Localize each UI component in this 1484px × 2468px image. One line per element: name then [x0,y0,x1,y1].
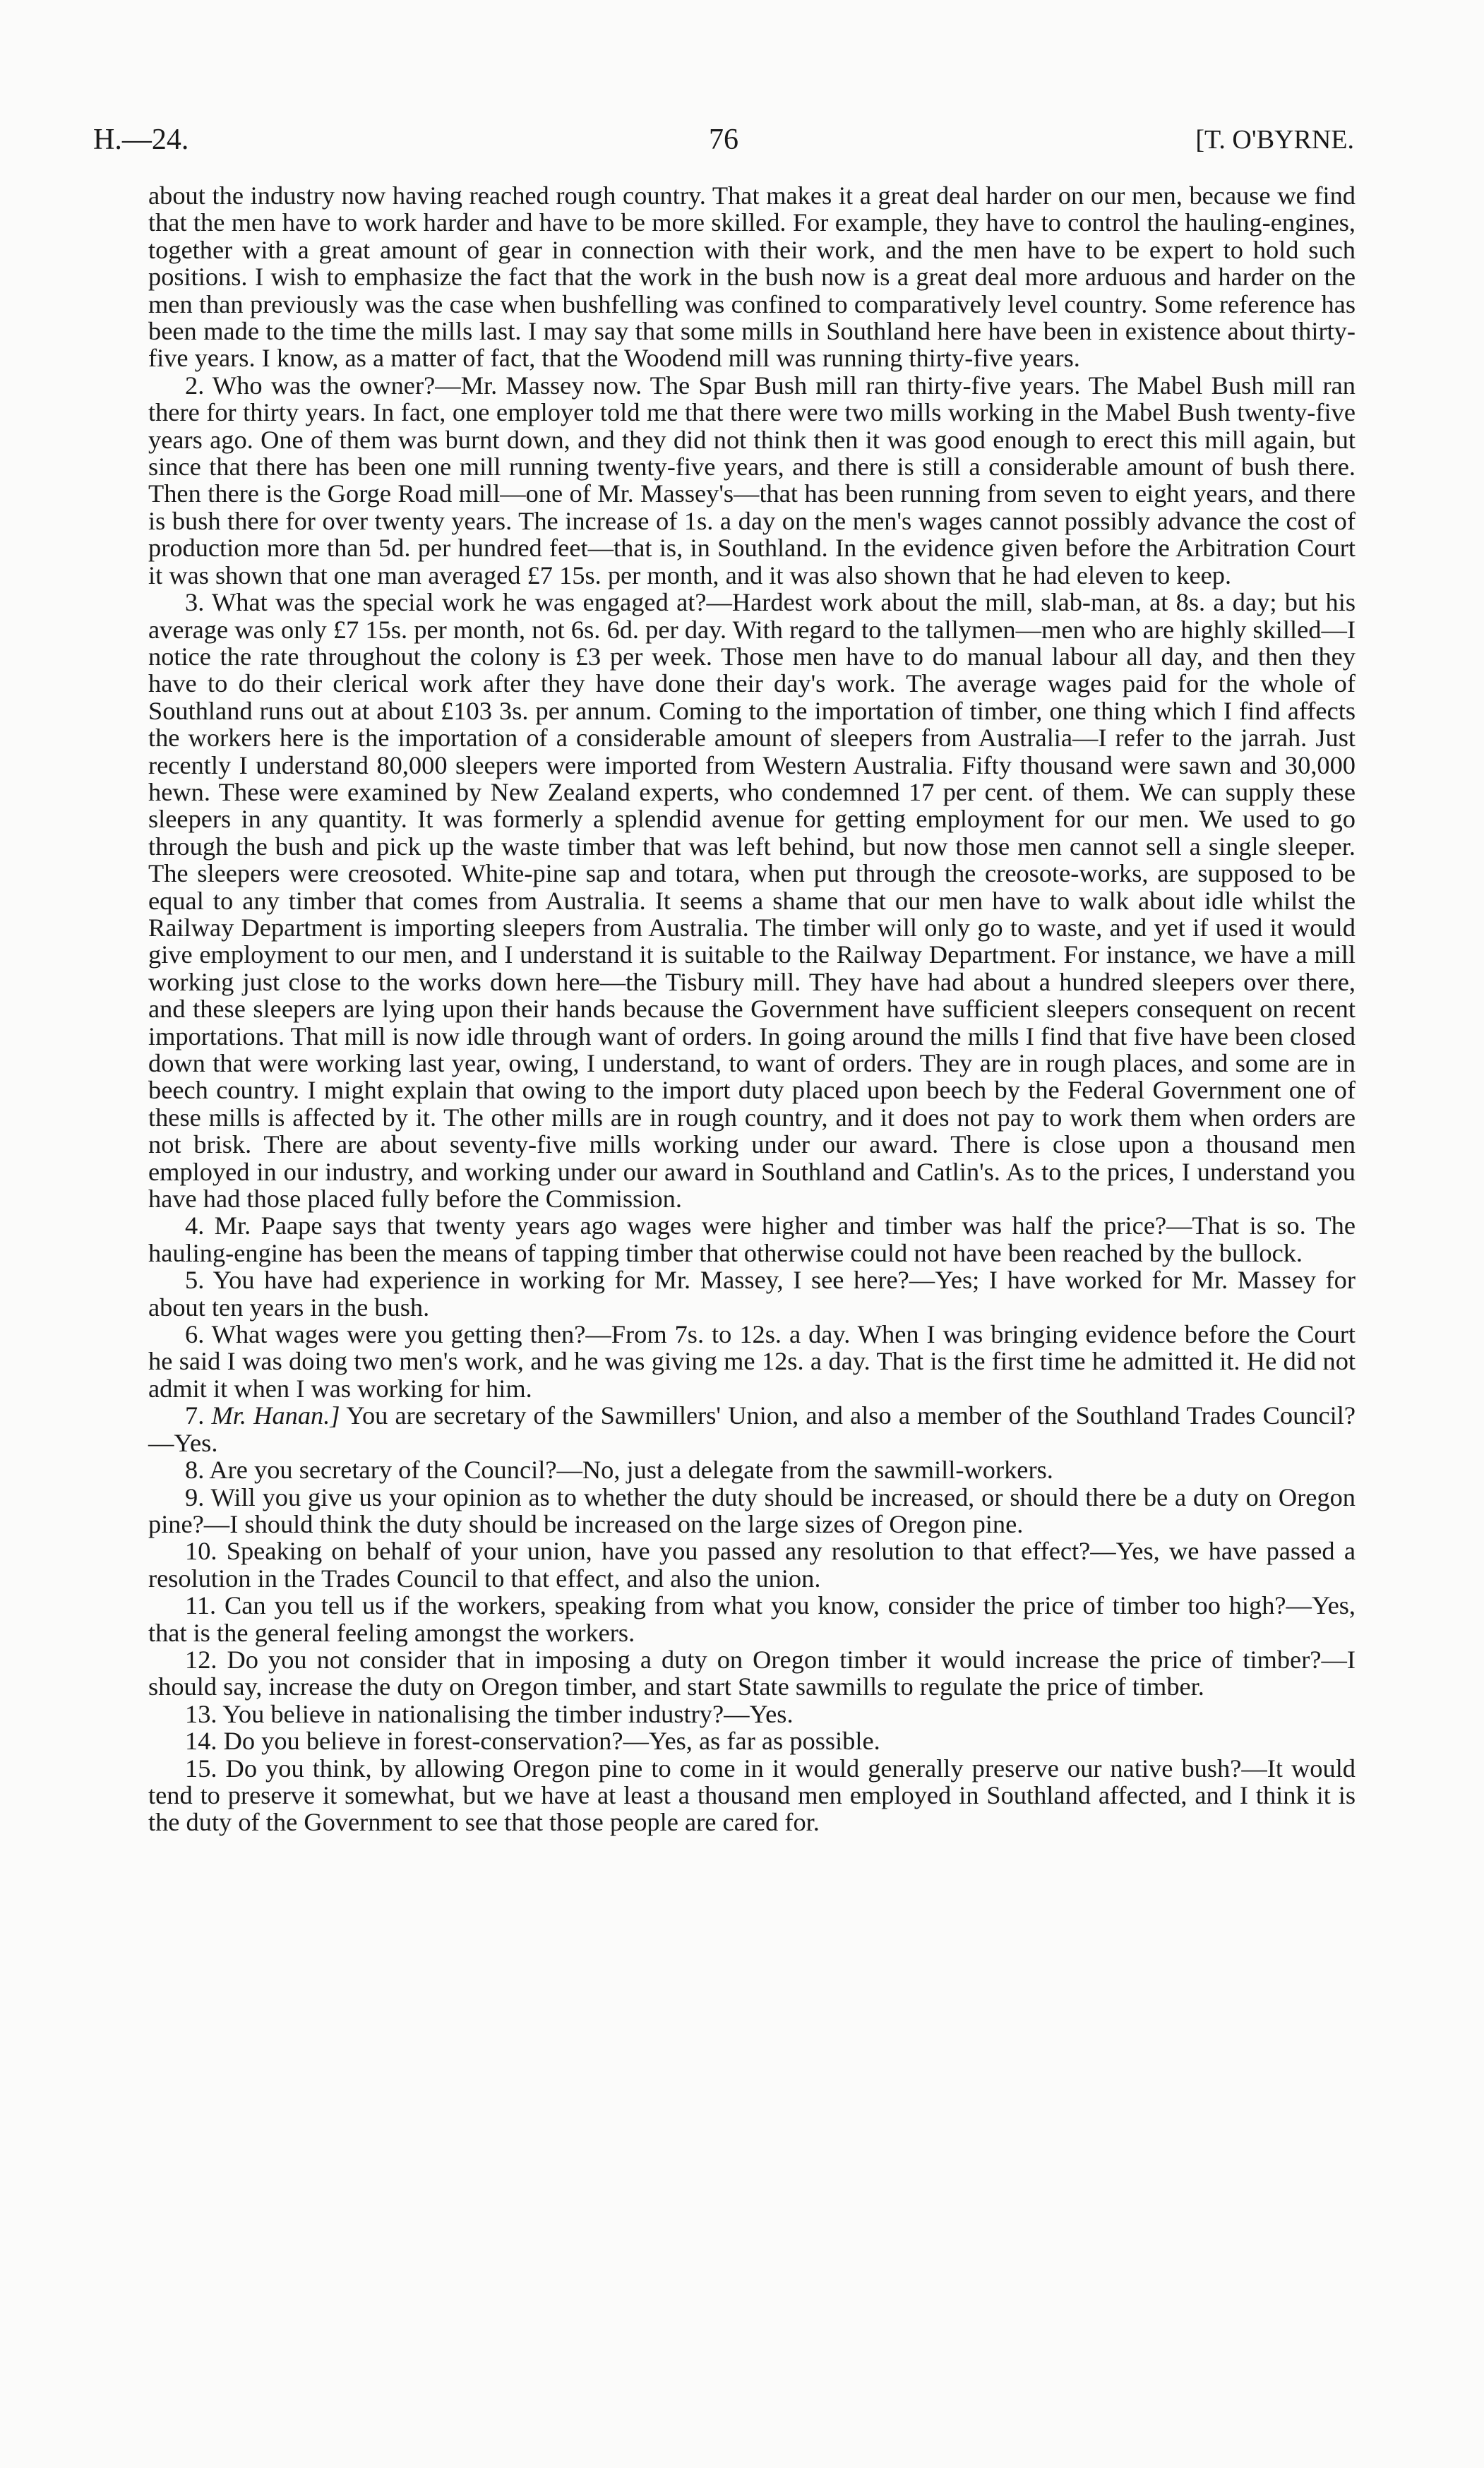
paragraph: 3. What was the special work he was engaged at?—Hardest work about the mill, slab-man, at 8s. a day; but his average was only £7 15s. per month, not 6s. 6d. per day. With regard to the tallymen—men who are highly skilled—I notice the rate throughout the colony is £3 per week. Those men have to do manual labour all day, and then they have to do their clerical work after they have done their day's work. The average wages paid for the whole of Southland runs out at about £103 3s. per annum. Coming to the importation of timber, one thing which I find affects the workers here is the importation of a considerable amount of sleepers from Australia—I refer to the jarrah. Just recently I understand 80,000 sleepers were imported from Western Australia. Fifty thousand were sawn and 30,000 hewn. These were examined by New Zealand experts, who condemned 17 per cent. of them. We can supply these sleepers in any quantity. It was formerly a splendid avenue for getting employment for our men. We used to go through the bush and pick up the waste timber that was left behind, but now those men cannot sell a single sleeper. The sleepers were creosoted. White-pine sap and totara, when put through the creosote-works, are supposed to be equal to any timber that comes from Australia. It seems a shame that our men have to walk about idle whilst the Railway Department is importing sleepers from Australia. The timber will only go to waste, and yet if used it would give employment to our men, and I understand it is suitable to the Railway Department. For instance, we have a mill working just close to the works down here—the Tisbury mill. They have had about a hundred sleepers over there, and these sleepers are lying upon their hands because the Government have sufficient sleepers consequent on recent importations. That mill is now idle through want of orders. In going around the mills I find that five have been closed down that were working last year, owing, I understand, to want of orders. They are in rough places, and some are in beech country. I might explain that owing to the import duty placed upon beech by the Federal Government one of these mills is affected by it. The other mills are in rough country, and it does not pay to work them when orders are not brisk. There are about seventy-five mills working under our award. There is close upon a thousand men employed in our industry, and working under our award in Southland and Catlin's. As to the prices, I understand you have had those placed fully before the Commission. [148,588,1356,1214]
question-number: 7. [185,1401,205,1430]
paragraph: 6. What wages were you getting then?—From 7s. to 12s. a day. When I was bringing evidence before the Court he said I was doing two men's work, and he was giving me 12s. a day. That is the first time he admitted it. He did not admit it when I was working for him. [148,1320,1356,1403]
witness-name: [T. O'BYRNE. [1195,125,1354,155]
paragraph: 11. Can you tell us if the workers, speaking from what you know, consider the price of timber too high?—Yes, that is the general feeling amongst the workers. [148,1591,1356,1647]
paragraph [148,1402,1356,1456]
speaker-label: Mr. Hanan.] [211,1401,340,1430]
paragraph: 9. Will you give us your opinion as to whether the duty should be increased, or should there be a duty on Oregon pine?—I should think the duty should be increased on the large sizes of Oregon pine. [148,1482,1356,1538]
body-text [148,182,1356,1836]
paragraph-text: You are secretary of the Sawmillers' Union, and also a member of the Southland Trades Council?—Yes. [148,1401,1356,1457]
paragraph: 15. Do you think, by allowing Oregon pine to come in it would generally preserve our native bush?—It would tend to preserve it somewhat, but we have at least a thousand men employed in Southland affected, and I think it is the duty of the Government to see that those people are cared for. [148,1754,1356,1837]
paragraph: 14. Do you believe in forest-conservation?—Yes, as far as possible. [185,1727,880,1756]
paragraph: 8. Are you secretary of the Council?—No, just a delegate from the sawmill-workers. [185,1456,1053,1485]
report-code: H.—24. [93,124,189,156]
paragraph: 2. Who was the owner?—Mr. Massey now. The Spar Bush mill ran thirty-five years. The Mabel Bush mill ran there for thirty years. In fact, one employer told me that there were two mills working in the Mabel Bush twenty-five years ago. One of them was burnt down, and they did not think then it was good enough to erect this mill again, but since that there has been one mill running twenty-five years, and there is still a considerable amount of bush there. Then there is the Gorge Road mill—one of Mr. Massey's—that has been running from seven to eight years, and there is bush there for over twenty years. The increase of 1s. a day on the men's wages cannot possibly advance the cost of production more than 5d. per hundred feet—that is, in Southland. In the evidence given before the Arbitration Court it was shown that one man averaged £7 15s. per month, and it was also shown that he had eleven to keep. [148,371,1356,589]
paragraph: 12. Do you not consider that in imposing a duty on Oregon timber it would increase the price of timber?—I should say, increase the duty on Oregon timber, and start State sawmills to regulate the price of timber. [148,1645,1356,1701]
paragraph: 10. Speaking on behalf of your union, have you passed any resolution to that effect?—Yes, we have passed a resolution in the Trades Council to that effect, and also the union. [148,1537,1356,1593]
page-header [93,119,1354,161]
paragraph: about the industry now having reached rough country. That makes it a great deal harder on our men, because we find that the men have to work harder and have to be more skilled. For example, they have to control the hauling-engines, together with a great amount of gear in connection with their work, and the men have to be expert to hold such positions. I wish to emphasize the fact that the work in the bush now is a great deal more arduous and harder on the men than previously was the case when bushfelling was confined to comparatively level country. Some reference has been made to the time the mills last. I may say that some mills in Southland here have been in existence about thirty-five years. I know, as a matter of fact, that the Woodend mill was running thirty-five years. [148,181,1356,373]
paragraph: 5. You have had experience in working for Mr. Massey, I see here?—Yes; I have worked for Mr. Massey for about ten years in the bush. [148,1266,1356,1322]
paragraph: 13. You believe in nationalising the timber industry?—Yes. [185,1699,794,1728]
paragraph: 4. Mr. Paape says that twenty years ago wages were higher and timber was half the price?—That is so. The hauling-engine has been the means of tapping timber that otherwise could not have been reached by the bullock. [148,1211,1356,1267]
page-number: 76 [709,124,738,156]
